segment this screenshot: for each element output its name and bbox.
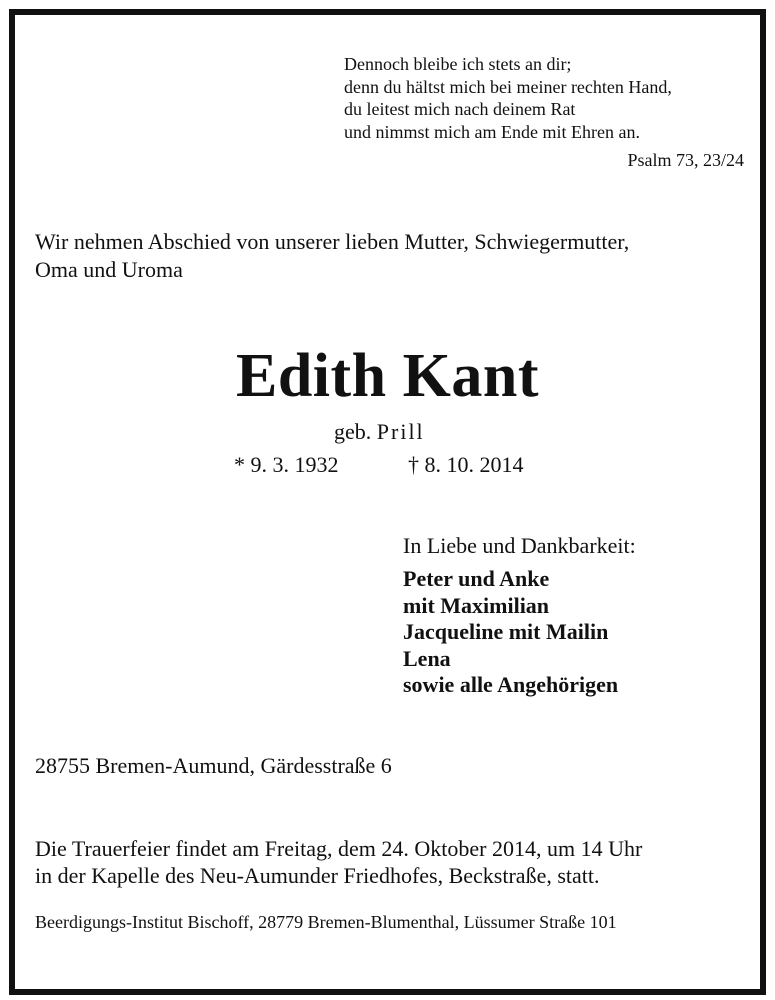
maiden-surname: Prill — [376, 419, 425, 444]
maiden-name — [334, 418, 425, 446]
mourner-line: Peter und Anke — [403, 566, 550, 591]
intro-line: Wir nehmen Abschied von unserer lieben Mutter, Schwiegermutter, — [35, 229, 630, 254]
birth-date: * 9. 3. 1932 — [234, 452, 339, 477]
psalm-verse — [344, 53, 672, 143]
service-line: Die Trauerfeier findet am Freitag, dem 24. Oktober 2014, um 14 Uhr — [35, 836, 643, 861]
service-line: in der Kapelle des Neu-Aumunder Friedhofes, Beckstraße, statt. — [35, 863, 600, 888]
deceased-name: Edith Kant — [235, 342, 540, 410]
mourner-line: Lena — [403, 645, 451, 671]
death-date: † 8. 10. 2014 — [408, 452, 524, 477]
family-address: 28755 Bremen-Aumund, Gärdesstraße 6 — [35, 753, 392, 778]
mourner-line: mit Maximilian — [403, 592, 550, 618]
verse-line: du leitest mich nach deinem Rat — [344, 99, 576, 119]
mourners-heading: In Liebe und Dankbarkeit: — [403, 533, 636, 558]
intro-line: Oma und Uroma — [35, 257, 183, 282]
farewell-intro — [35, 228, 629, 284]
undertaker-info: Beerdigungs-Institut Bischoff, 28779 Bremen-Blumenthal, Lüssumer Straße 101 — [35, 912, 617, 932]
mourner-line: Jacqueline mit Mailin — [403, 619, 609, 644]
verse-line: Dennoch bleibe ich stets an dir; — [344, 54, 572, 74]
verse-source: Psalm 73, 23/24 — [627, 150, 744, 170]
verse-line: denn du hältst mich bei meiner rechten Hand, — [344, 76, 672, 97]
maiden-prefix: geb. — [334, 419, 372, 444]
verse-line: und nimmst mich am Ende mit Ehren an. — [344, 121, 640, 142]
mourners-list — [403, 566, 618, 699]
mourner-line: sowie alle Angehörigen — [403, 672, 619, 697]
funeral-service-info — [35, 835, 642, 889]
